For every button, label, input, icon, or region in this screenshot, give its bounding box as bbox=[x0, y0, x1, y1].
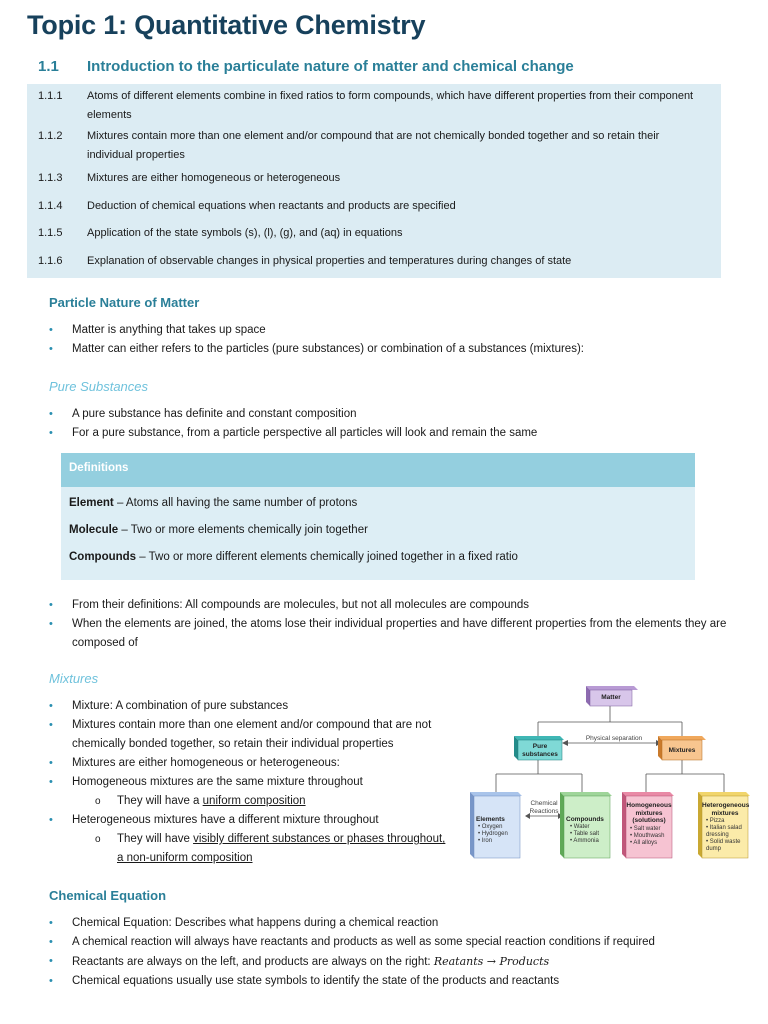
definition-text: – Two or more different elements chemically joined together in a fixed ratio bbox=[136, 551, 518, 563]
particle-nature-heading: Particle Nature of Matter bbox=[49, 295, 200, 310]
syllabus-text: Atoms of different elements combine in fixed ratios to form compounds, which have different properties from their component elements bbox=[87, 90, 694, 121]
definition-molecule bbox=[69, 524, 368, 536]
pure-substances-heading: Pure Substances bbox=[49, 379, 149, 394]
chemical-equation-list bbox=[49, 914, 739, 991]
definition-text: – Atoms all having the same number of protons bbox=[113, 497, 358, 509]
syllabus-text: Deduction of chemical equations when reactants and products are specified bbox=[87, 200, 456, 212]
diagram-compounds-title: Compounds bbox=[566, 816, 604, 823]
diagram-homogeneous-title: Homogeneous mixtures (solutions) bbox=[626, 802, 672, 824]
list-item: • Salt water bbox=[630, 826, 661, 832]
list-item: • Matter can either refers to the particles (pure substances) or combination of a substances (mixtures): bbox=[49, 340, 729, 359]
chemical-equation-heading: Chemical Equation bbox=[49, 888, 167, 903]
definition-element bbox=[69, 497, 357, 509]
subitem-prefix: They will have a bbox=[117, 795, 203, 807]
diagram-heterogeneous-list bbox=[706, 818, 746, 853]
definition-term: Compounds bbox=[69, 551, 137, 563]
reaction-equation: Reatants → Products bbox=[433, 955, 550, 968]
definitions-followup-list bbox=[49, 596, 739, 653]
definition-term: Molecule bbox=[69, 524, 119, 536]
definition-text: – Two or more elements chemically join together bbox=[118, 524, 368, 536]
definition-compounds bbox=[69, 551, 518, 563]
diagram-chemical-reactions-label: Chemical Reactions bbox=[529, 800, 559, 815]
syllabus-code: 1.1.1 bbox=[38, 90, 63, 102]
subitem-underlined: visibly different substances or phases throughout, a non-uniform composition bbox=[117, 833, 446, 864]
diagram-compounds-list bbox=[570, 824, 599, 845]
list-subitem bbox=[49, 792, 449, 811]
list-item-text: Reactants are always on the left, and products are always on the right: bbox=[72, 956, 434, 968]
list-item bbox=[49, 952, 739, 972]
definitions-title: Definitions bbox=[69, 462, 129, 474]
mixtures-heading: Mixtures bbox=[49, 671, 99, 686]
list-item: • Oxygen bbox=[478, 824, 503, 830]
list-item: • When the elements are joined, the atoms lose their individual properties and have different properties from the elements they are composed of bbox=[49, 615, 739, 653]
list-item: • Chemical Equation: Describes what happens during a chemical reaction bbox=[49, 914, 739, 933]
syllabus-table bbox=[27, 84, 721, 278]
list-item: • Ammonia bbox=[570, 838, 599, 844]
list-item: • Mixtures are either homogeneous or heterogeneous: bbox=[49, 754, 449, 773]
diagram-matter-label: Matter bbox=[601, 694, 621, 701]
diagram-homogeneous-list bbox=[630, 826, 664, 847]
particle-nature-list bbox=[49, 321, 729, 359]
mixtures-list bbox=[49, 697, 449, 868]
section-heading bbox=[38, 58, 574, 75]
diagram-elements-title: Elements bbox=[476, 816, 505, 823]
syllabus-code: 1.1.6 bbox=[38, 255, 63, 267]
diagram-elements-list bbox=[478, 824, 508, 845]
syllabus-code: 1.1.4 bbox=[38, 200, 63, 212]
diagram-physical-separation-label: Physical separation bbox=[585, 735, 643, 742]
pure-substances-list bbox=[49, 405, 729, 443]
topic-title: Topic 1: Quantitative Chemistry bbox=[27, 10, 426, 40]
syllabus-code: 1.1.5 bbox=[38, 227, 63, 239]
list-item: • Chemical equations usually use state symbols to identify the state of the products and reactants bbox=[49, 972, 739, 991]
section-title: Introduction to the particulate nature of matter and chemical change bbox=[87, 58, 574, 75]
list-item: • Mouthwash bbox=[630, 833, 665, 839]
syllabus-text: Explanation of observable changes in physical properties and temperatures during changes of state bbox=[87, 255, 572, 267]
list-item: • Water bbox=[570, 824, 590, 830]
syllabus-code: 1.1.3 bbox=[38, 172, 63, 184]
list-subitem bbox=[49, 830, 449, 868]
diagram-mixtures-label: Mixtures bbox=[668, 747, 696, 754]
list-item: • For a pure substance, from a particle perspective all particles will look and remain the same bbox=[49, 424, 729, 443]
syllabus-text: Mixtures are either homogeneous or heterogeneous bbox=[87, 172, 341, 184]
list-item: • Table salt bbox=[570, 831, 600, 837]
list-item: • Homogeneous mixtures are the same mixture throughout bbox=[49, 773, 449, 792]
list-item: • All alloys bbox=[630, 840, 658, 846]
section-number: 1.1 bbox=[38, 58, 59, 75]
list-item: • Heterogeneous mixtures have a different mixture throughout bbox=[49, 811, 449, 830]
definitions-box bbox=[61, 453, 695, 580]
list-item: • Solid waste dump bbox=[706, 839, 741, 852]
list-item: • Hydrogen bbox=[478, 831, 508, 837]
syllabus-text: Mixtures contain more than one element and/or compound that are not chemically bonded together and so retain their individual properties bbox=[87, 130, 660, 161]
list-item: • From their definitions: All compounds are molecules, but not all molecules are compounds bbox=[49, 596, 739, 615]
list-item: • A chemical reaction will always have reactants and products as well as some special reaction conditions if required bbox=[49, 933, 739, 952]
list-item: • Pizza bbox=[706, 818, 725, 824]
diagram-heterogeneous-title: Heterogeneous mixtures bbox=[702, 802, 750, 817]
subitem-underlined: uniform composition bbox=[202, 795, 306, 807]
list-item: • Mixtures contain more than one element and/or compound that are not chemically bonded together, so retain their individual properties bbox=[49, 716, 449, 754]
definitions-header bbox=[61, 453, 695, 487]
definition-term: Element bbox=[69, 497, 114, 509]
diagram-pure-substances-label: Pure substances bbox=[522, 743, 558, 758]
list-item: • Matter is anything that takes up space bbox=[49, 321, 729, 340]
syllabus-code: 1.1.2 bbox=[38, 130, 63, 142]
list-item: • Iron bbox=[478, 838, 493, 844]
list-item: • Mixture: A combination of pure substances bbox=[49, 697, 449, 716]
list-item: • A pure substance has definite and constant composition bbox=[49, 405, 729, 424]
subitem-prefix: They will have bbox=[117, 833, 194, 845]
syllabus-text: Application of the state symbols (s), (l), (g), and (aq) in equations bbox=[87, 227, 403, 239]
list-item: • Italian salad dressing bbox=[706, 825, 742, 838]
matter-classification-diagram bbox=[466, 686, 758, 862]
